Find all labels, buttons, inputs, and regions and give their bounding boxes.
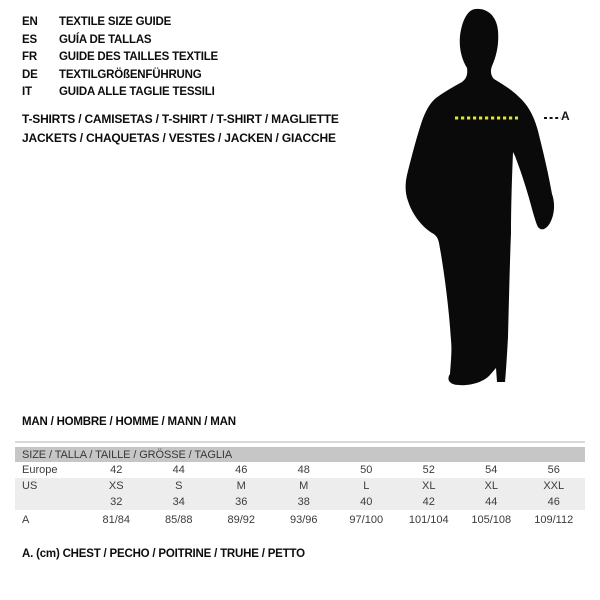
size-table-header: SIZE / TALLA / TAILLE / GRÖSSE / TAGLIA: [15, 447, 585, 462]
table-cell: 48: [297, 464, 310, 476]
table-row-europe: [15, 462, 585, 478]
table-cell: S: [148, 478, 211, 494]
table-cell: XL: [460, 478, 523, 494]
table-cell: 42: [398, 494, 461, 510]
table-cell: 85/88: [164, 513, 193, 526]
table-top-divider: [15, 441, 585, 443]
category-line-tshirts: T-SHIRTS / CAMISETAS / T-SHIRT / T-SHIRT / MAGLIETTE: [22, 112, 339, 126]
language-row: [22, 84, 218, 102]
table-cell: 50: [360, 464, 373, 476]
size-table-header-row: [15, 447, 585, 462]
table-cell: XS: [85, 478, 148, 494]
category-block: [22, 110, 339, 148]
language-row: [22, 32, 218, 50]
table-cell: M: [210, 478, 273, 494]
measure-label-a: A: [561, 109, 570, 123]
table-cell: 46: [235, 464, 248, 476]
chest-footnote: A. (cm) CHEST / PECHO / POITRINE / TRUHE / PETTO: [22, 548, 305, 560]
man-silhouette-svg: [398, 5, 568, 393]
table-cell: M: [273, 478, 336, 494]
table-cell: 109/112: [534, 513, 574, 526]
table-cell: 40: [335, 494, 398, 510]
table-cell: 44: [460, 494, 523, 510]
table-cell: L: [335, 478, 398, 494]
row-label: Europe: [22, 464, 58, 476]
row-label: [15, 494, 85, 510]
language-row: [22, 67, 218, 85]
row-label: A: [22, 513, 30, 526]
table-cell: 105/108: [471, 513, 512, 526]
size-table: [15, 447, 585, 529]
table-row-us-numeric: [15, 494, 585, 510]
table-cell: 32: [85, 494, 148, 510]
language-code: ES: [22, 33, 37, 46]
table-row-chest-cm: [15, 510, 585, 529]
row-label: US: [15, 478, 85, 494]
language-code: FR: [22, 51, 37, 63]
table-cell: 52: [422, 464, 435, 476]
language-label: TEXTILE SIZE GUIDE: [59, 16, 172, 28]
table-cell: 89/92: [227, 513, 256, 526]
language-label: GUIDA ALLE TAGLIE TESSILI: [59, 86, 215, 98]
table-cell: 56: [547, 464, 560, 476]
language-title-list: [22, 14, 218, 102]
table-row-us-letter: [15, 478, 585, 494]
table-cell: 38: [273, 494, 336, 510]
language-row: [22, 14, 218, 32]
man-silhouette-figure: [398, 5, 568, 393]
table-cell: 81/84: [102, 513, 131, 526]
language-label: GUÍA DE TALLAS: [59, 33, 152, 46]
table-cell: 34: [148, 494, 211, 510]
table-cell: 44: [172, 464, 185, 476]
language-label: GUIDE DES TAILLES TEXTILE: [59, 51, 218, 63]
table-cell: 36: [210, 494, 273, 510]
table-cell: XL: [398, 478, 461, 494]
man-silhouette: [406, 9, 554, 385]
table-cell: 93/96: [289, 513, 318, 526]
table-cell: 54: [485, 464, 498, 476]
table-cell: 97/100: [349, 513, 384, 526]
table-cell: 42: [110, 464, 123, 476]
language-row: [22, 49, 218, 67]
language-code: EN: [22, 16, 38, 28]
table-cell: XXL: [523, 478, 586, 494]
language-code: DE: [22, 68, 38, 81]
table-cell: 101/104: [408, 513, 449, 526]
category-line-jackets: JACKETS / CHAQUETAS / VESTES / JACKEN / GIACCHE: [22, 131, 336, 145]
language-label: TEXTILGRÖßENFÜHRUNG: [59, 68, 202, 81]
man-section-heading: MAN / HOMBRE / HOMME / MANN / MAN: [22, 416, 236, 428]
language-code: IT: [22, 86, 32, 98]
table-cell: 46: [523, 494, 586, 510]
